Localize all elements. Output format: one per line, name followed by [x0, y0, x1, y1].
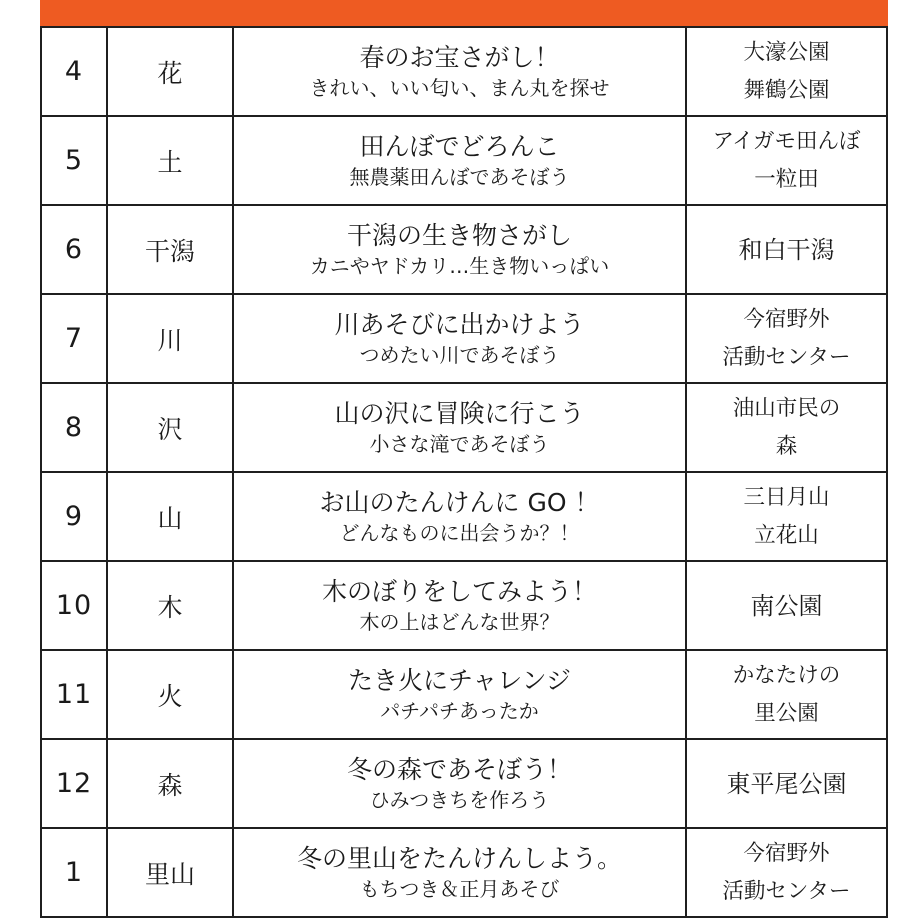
month-cell: 9	[41, 472, 107, 561]
place-name: 森	[775, 433, 798, 459]
month-cell: 1	[41, 828, 107, 917]
place-name: 活動センター	[722, 878, 851, 904]
place-name: 立花山	[754, 522, 819, 548]
place-name: 今宿野外	[743, 306, 830, 332]
place-name: 和白干潟	[738, 235, 835, 264]
place-cell	[686, 116, 887, 205]
table-header-row	[41, 0, 887, 27]
activity-title: 山の沢に冒険に行こう	[334, 398, 585, 428]
activity-title: 冬の森であそぼう！	[346, 754, 572, 784]
activity-title: 川あそびに出かけよう	[334, 309, 585, 339]
place-name: 油山市民の	[732, 395, 841, 421]
place-name: 里公園	[754, 700, 819, 726]
place-cell	[686, 294, 887, 383]
activity-title: たき火にチャレンジ	[347, 665, 571, 695]
place-name: 舞鶴公園	[743, 77, 830, 103]
activity-subtitle: 無農薬田んぼであそぼう	[349, 164, 570, 189]
theme-cell: 干潟	[107, 205, 233, 294]
place-name: 活動センター	[722, 344, 851, 370]
place-cell	[686, 561, 887, 650]
place-cell	[686, 205, 887, 294]
table-row	[41, 383, 887, 472]
activity-cell	[233, 739, 686, 828]
activity-subtitle: きれい、いい匂い、まん丸を探せ	[309, 75, 610, 100]
activity-cell	[233, 383, 686, 472]
activity-subtitle: 木の上はどんな世界？	[359, 609, 560, 634]
header-activity-cell	[233, 0, 686, 27]
theme-cell: 山	[107, 472, 233, 561]
header-month-cell	[41, 0, 107, 27]
month-cell: 6	[41, 205, 107, 294]
theme-cell: 火	[107, 650, 233, 739]
theme-cell: 里山	[107, 828, 233, 917]
activity-title: 田んぼでどろんこ	[359, 131, 560, 161]
theme-cell: 森	[107, 739, 233, 828]
place-name: 今宿野外	[743, 840, 830, 866]
activity-cell	[233, 205, 686, 294]
activity-cell	[233, 650, 686, 739]
place-name: 大濠公園	[743, 39, 830, 65]
place-cell	[686, 739, 887, 828]
header-place-cell	[686, 0, 887, 27]
place-name: アイガモ田んぼ	[712, 128, 861, 154]
place-cell	[686, 828, 887, 917]
activity-subtitle: カニやヤドカリ…生き物いっぱい	[309, 253, 610, 278]
activity-title: 冬の里山をたんけんしよう。	[296, 843, 622, 873]
activity-cell	[233, 27, 686, 116]
activity-cell	[233, 561, 686, 650]
theme-cell: 土	[107, 116, 233, 205]
table-row	[41, 27, 887, 116]
header-theme-cell	[107, 0, 233, 27]
place-name: 東平尾公園	[726, 769, 847, 798]
month-cell: 8	[41, 383, 107, 472]
month-cell: 7	[41, 294, 107, 383]
activity-cell	[233, 294, 686, 383]
table-row	[41, 739, 887, 828]
activity-subtitle: どんなものに出会うか？！	[339, 520, 580, 545]
activity-title: お山のたんけんに GO ！	[319, 487, 600, 517]
place-name: 南公園	[750, 591, 823, 620]
activity-subtitle: パチパチあったか	[380, 698, 539, 723]
activity-subtitle: 小さな滝であそぼう	[369, 431, 550, 456]
month-cell: 10	[41, 561, 107, 650]
activity-cell	[233, 472, 686, 561]
schedule-body	[41, 0, 887, 917]
month-cell: 4	[41, 27, 107, 116]
theme-cell: 川	[107, 294, 233, 383]
table-row	[41, 472, 887, 561]
table-row	[41, 650, 887, 739]
activity-subtitle: もちつき＆正月あそび	[359, 876, 560, 901]
month-cell: 5	[41, 116, 107, 205]
theme-cell: 沢	[107, 383, 233, 472]
activity-subtitle: つめたい川であそぼう	[359, 342, 560, 367]
activity-title: 春のお宝さがし！	[359, 42, 560, 72]
place-cell	[686, 27, 887, 116]
theme-cell: 木	[107, 561, 233, 650]
table-row	[41, 294, 887, 383]
month-cell: 12	[41, 739, 107, 828]
activity-cell	[233, 116, 686, 205]
activity-schedule-table	[40, 0, 888, 918]
activity-cell	[233, 828, 686, 917]
table-row	[41, 205, 887, 294]
month-cell: 11	[41, 650, 107, 739]
activity-subtitle: ひみつきちを作ろう	[369, 787, 550, 812]
place-cell	[686, 383, 887, 472]
place-name: 一粒田	[754, 166, 819, 192]
place-cell	[686, 472, 887, 561]
activity-title: 木のぼりをしてみよう！	[321, 576, 597, 606]
place-cell	[686, 650, 887, 739]
theme-cell: 花	[107, 27, 233, 116]
table-row	[41, 116, 887, 205]
table-row	[41, 828, 887, 917]
place-name: 三日月山	[743, 484, 830, 510]
table-row	[41, 561, 887, 650]
place-name: かなたけの	[732, 662, 841, 688]
activity-title: 干潟の生き物さがし	[346, 220, 572, 250]
